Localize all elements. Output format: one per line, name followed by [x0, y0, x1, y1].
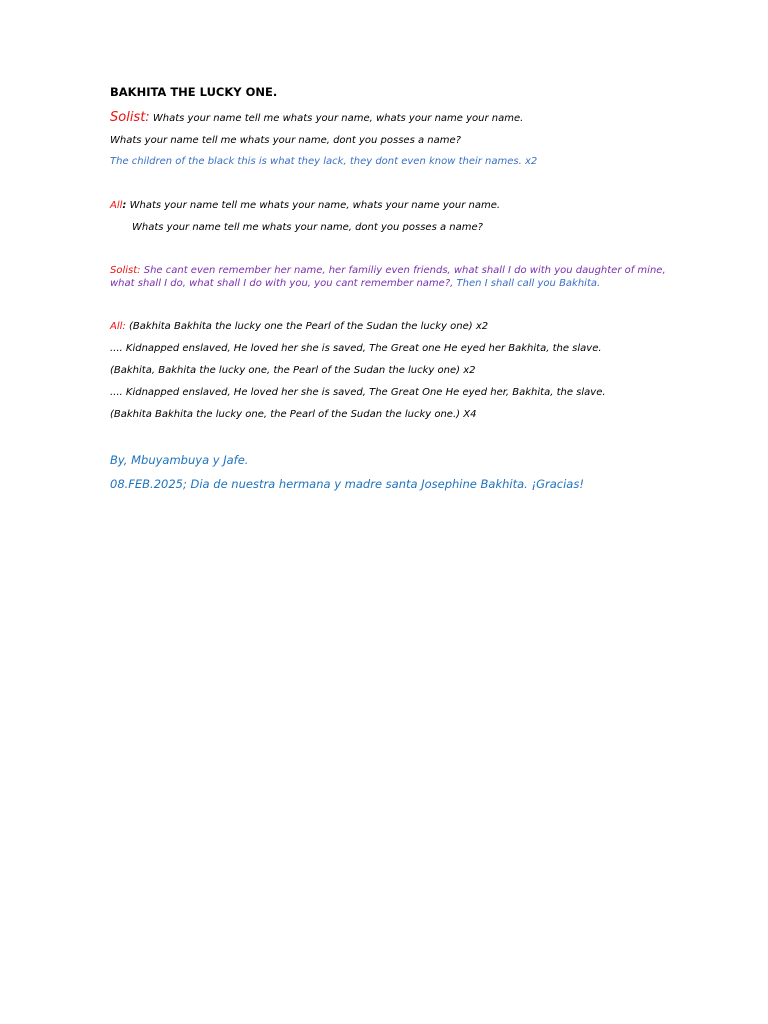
dedication-line: 08.FEB.2025; Dia de nuestra hermana y madre santa Josephine Bakhita. ¡Gracias!	[110, 477, 584, 491]
lyric-text: Whats your name tell me whats your name, whats your name your name.	[129, 200, 501, 211]
chorus1-line1	[110, 199, 500, 212]
song-title: BAKHITA THE LUCKY ONE.	[110, 85, 278, 99]
colon: :	[122, 200, 127, 211]
all-label: All:	[110, 321, 126, 332]
chorus1-line2: Whats your name tell me whats your name, dont you posses a name?	[132, 222, 483, 233]
verse1-line3: The children of the black this is what they lack, they dont even know their names. x2	[110, 156, 538, 167]
chorus2-line5: (Bakhita Bakhita the lucky one, the Pearl of the Sudan the lucky one.) X4	[110, 409, 477, 420]
lyric-text: She cant even remember her name, her familiy even friends, what shall I do with you daughter of mine, what shall I do, what shall I do with you, you cant remember name?,	[110, 265, 666, 289]
credit-line: By, Mbuyambuya y Jafe.	[110, 453, 249, 467]
lyric-text: (Bakhita Bakhita the lucky one the Pearl of the Sudan the lucky one) x2	[128, 321, 489, 332]
chorus2-line2: .... Kidnapped enslaved, He loved her she is saved, The Great one He eyed her Bakhita, the slave.	[110, 343, 602, 354]
verse1-line1	[110, 111, 523, 125]
lyric-text: Whats your name tell me whats your name, whats your name your name.	[152, 113, 524, 124]
all-label: All	[110, 200, 123, 211]
verse1-line2: Whats your name tell me whats your name, dont you posses a name?	[110, 135, 461, 146]
solist-label: Solist:	[110, 110, 150, 125]
chorus2-line1	[110, 320, 488, 333]
lyric-text-tail: Then I shall call you Bakhita.	[456, 278, 601, 289]
verse2-paragraph	[110, 264, 670, 290]
solist-label: Solist:	[110, 265, 141, 276]
chorus2-line3: (Bakhita, Bakhita the lucky one, the Pearl of the Sudan the lucky one) x2	[110, 365, 476, 376]
chorus2-line4: .... Kidnapped enslaved, He loved her she is saved, The Great One He eyed her, Bakhita, the slave.	[110, 387, 606, 398]
